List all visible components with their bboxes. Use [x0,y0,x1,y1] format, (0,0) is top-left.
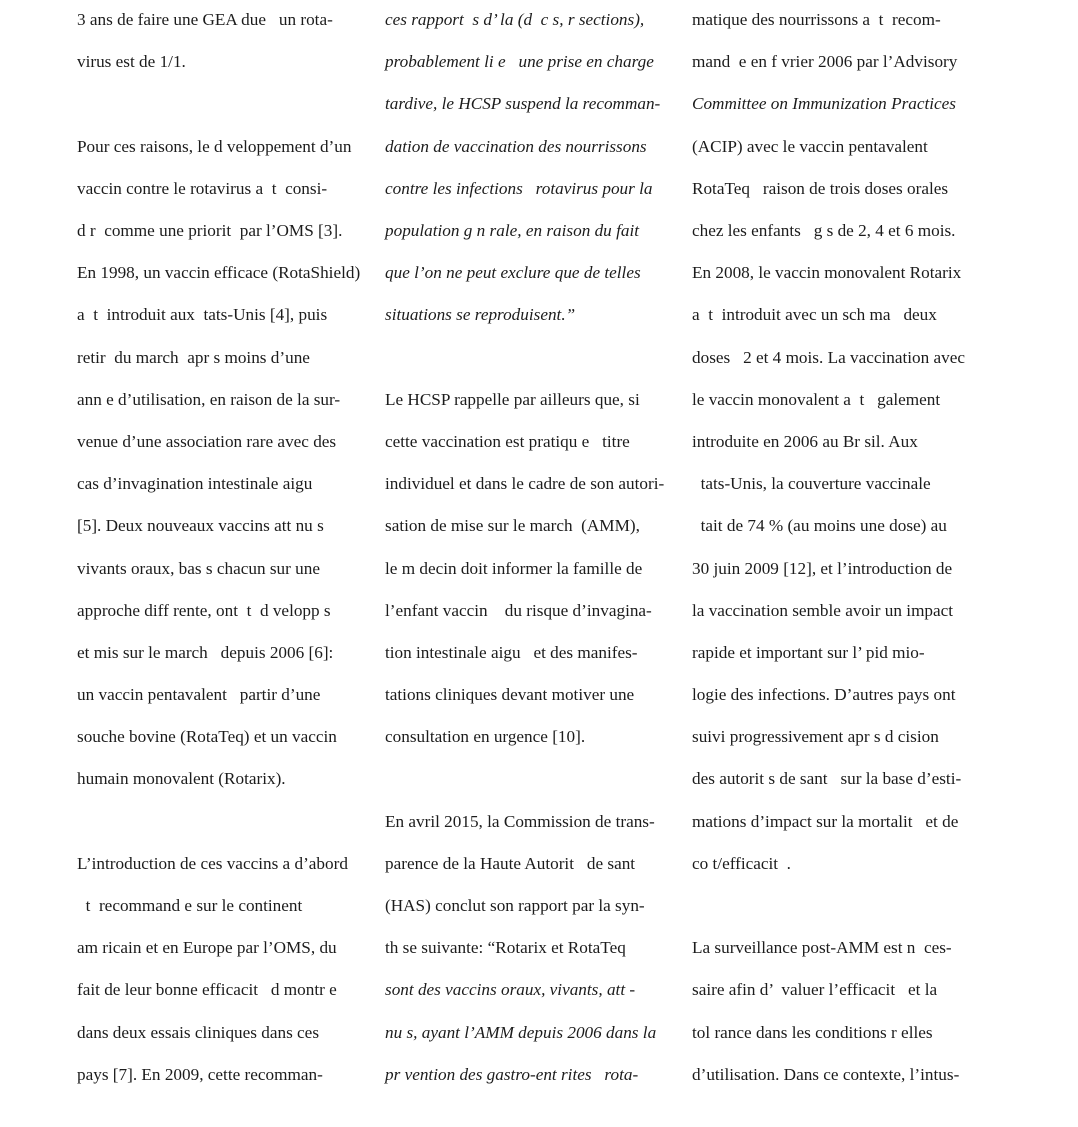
text-line: population g n rale, en raison du fait [385,221,639,241]
text-line: l’enfant vaccin du risque d’invagina- [385,600,652,620]
text-line: tion intestinale aigu et des manifes- [385,642,638,662]
paragraph [77,832,360,1106]
text-line: t recommand e sur le continent [77,896,303,916]
text-line: situations se reproduisent.” [385,305,576,325]
text-line: L’introduction de ces vaccins a d’abord [77,853,348,873]
text-line: le m decin doit informer la famille de [385,558,643,578]
paragraph [385,790,668,1106]
text-line: sont des vaccins oraux, vivants, att - [385,980,636,1000]
text-line: doses 2 et 4 mois. La vaccination avec [692,347,966,367]
text-line: En avril 2015, la Commission de trans- [385,811,655,831]
text-line: vivants oraux, bas s chacun sur une [77,558,320,578]
text-line: introduite en 2006 au Br sil. Aux [692,431,918,451]
text-line: [5]. Deux nouveaux vaccins att nu s [77,516,324,536]
text-line: RotaTeq raison de trois doses orales [692,178,949,198]
text-line: cas d’invagination intestinale aigu [77,474,317,494]
text-line: En 1998, un vaccin efficace (RotaShield) [77,263,361,283]
text-column-3 [692,0,976,1127]
text-line: rapide et important sur l’ pid mio- [692,642,925,662]
text-line: 30 juin 2009 [12], et l’introduction de [692,558,953,578]
text-line: parence de la Haute Autorit de sant [385,853,640,873]
text-line: cette vaccination est pratiqu e titre [385,431,630,451]
text-line: individuel et dans le cadre de son autori- [385,474,665,494]
text-column-2 [385,0,668,1127]
text-line: logie des infections. D’autres pays ont [692,685,956,705]
text-line: d’utilisation. Dans ce contexte, l’intus- [692,1064,960,1084]
text-line: La surveillance post-AMM est n ces- [692,938,952,958]
text-line: tats-Unis, la couverture vaccinale [692,474,931,494]
text-line: dation de vaccination des nourrissons [385,136,647,156]
text-line: consultation en urgence [10]. [385,727,586,747]
text-line: tardive, le HCSP suspend la recomman- [385,94,661,114]
text-line: le vaccin monovalent a t galement [692,389,941,409]
text-line: pays [7]. En 2009, cette recomman- [77,1064,323,1084]
text-line: saire afin d’ valuer l’efficacit et la [692,980,938,1000]
text-line: Le HCSP rappelle par ailleurs que, si [385,389,640,409]
text-line: a t introduit aux tats-Unis [4], puis [77,305,328,325]
text-line: que l’on ne peut exclure que de telles [385,263,641,283]
text-line: fait de leur bonne efficacit d montr e [77,980,337,1000]
text-line: venue d’une association rare avec des [77,431,337,451]
text-line: approche diff rente, ont t d velopp s [77,600,331,620]
text-line: (HAS) conclut son rapport par la syn- [385,896,645,916]
paragraph [692,916,976,1106]
text-line: dans deux essais cliniques dans ces [77,1022,320,1042]
text-line: ann e d’utilisation, en raison de la sur- [77,389,341,409]
text-line: mand e en f vrier 2006 par l’Advisory [692,52,958,72]
paragraph [77,115,360,811]
text-line: probablement li e une prise en charge [385,52,654,72]
text-line: virus est de 1/1. [77,52,186,72]
text-line: d r comme une priorit par l’OMS [3]. [77,221,343,241]
text-line: ces rapport s d’ la (d c s, r sections), [385,10,645,30]
paragraph [77,0,360,93]
text-line: suivi progressivement apr s d cision [692,727,939,747]
text-line: vaccin contre le rotavirus a t consi- [77,178,328,198]
text-line: pr vention des gastro-ent rites rota- [385,1064,639,1084]
text-line: sation de mise sur le march (AMM), [385,516,640,536]
text-line: Committee on Immunization Practices [692,94,956,114]
text-line: co t/efficacit . [692,853,791,873]
text-line: a t introduit avec un sch ma deux [692,305,937,325]
text-line: nu s, ayant l’AMM depuis 2006 dans la [385,1022,657,1042]
text-line: tol rance dans les conditions r elles [692,1022,933,1042]
text-line: souche bovine (RotaTeq) et un vaccin [77,727,337,747]
text-line: matique des nourrissons a t recom- [692,10,941,30]
text-line: (ACIP) avec le vaccin pentavalent [692,136,928,156]
text-line: 3 ans de faire une GEA due un rota- [77,10,333,30]
text-line: un vaccin pentavalent partir d’une [77,685,321,705]
quoted-paragraph [385,0,668,347]
text-line: retir du march apr s moins d’une [77,347,310,367]
text-line: am ricain et en Europe par l’OMS, du [77,938,337,958]
text-line: chez les enfants g s de 2, 4 et 6 mois. [692,221,956,241]
text-line: et mis sur le march depuis 2006 [6]: [77,642,334,662]
text-line: tait de 74 % (au moins une dose) au [692,516,947,536]
text-line: humain monovalent (Rotarix). [77,769,286,789]
text-line: contre les infections rotavirus pour la [385,178,653,198]
text-column-1 [77,0,360,1127]
text-line: Pour ces raisons, le d veloppement d’un [77,136,352,156]
text-line: En 2008, le vaccin monovalent Rotarix [692,263,962,283]
text-line: la vaccination semble avoir un impact [692,600,954,620]
paragraph [692,0,976,895]
text-line: des autorit s de sant sur la base d’esti- [692,769,962,789]
paragraph [385,368,668,769]
text-line: tations cliniques devant motiver une [385,685,635,705]
text-line: th se suivante: “Rotarix et RotaTeq [385,938,626,958]
text-line: mations d’impact sur la mortalit et de [692,811,959,831]
